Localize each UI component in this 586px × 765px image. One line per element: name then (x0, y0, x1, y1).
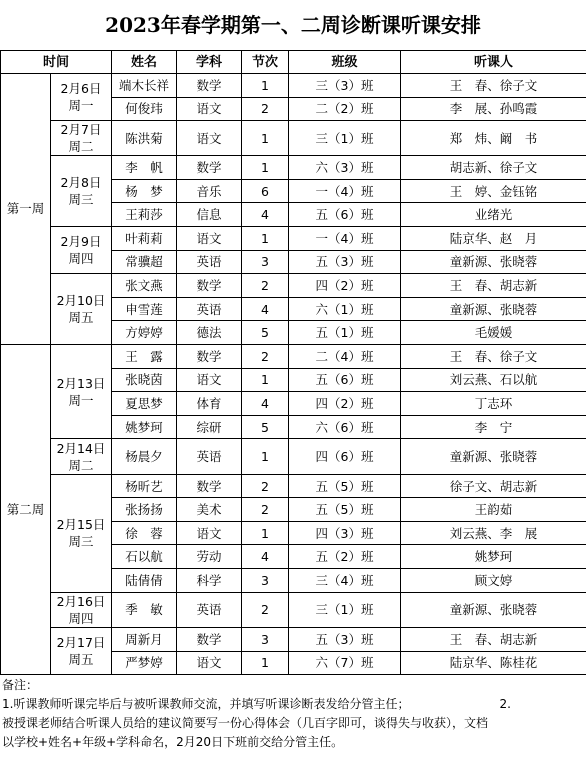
subject-cell: 英语 (177, 297, 242, 321)
class-cell: 五（6）班 (289, 203, 401, 227)
period-cell: 1 (242, 226, 289, 250)
listeners-cell: 郑 炜、阚 书 (401, 121, 586, 156)
listeners-cell: 陆京华、赵 月 (401, 226, 586, 250)
class-cell: 五（5）班 (289, 498, 401, 522)
listeners-cell: 刘云燕、石以航 (401, 368, 586, 392)
subject-cell: 英语 (177, 592, 242, 627)
period-cell: 2 (242, 274, 289, 298)
teacher-name-cell: 严梦婷 (112, 651, 177, 675)
date-label: 2月15日 (56, 517, 106, 533)
subject-cell: 数学 (177, 628, 242, 652)
subject-cell: 劳动 (177, 545, 242, 569)
class-cell: 五（6）班 (289, 368, 401, 392)
listeners-cell: 王 婷、金钰铭 (401, 179, 586, 203)
class-cell: 三（1）班 (289, 592, 401, 627)
period-cell: 3 (242, 628, 289, 652)
class-cell: 三（3）班 (289, 74, 401, 98)
subject-cell: 数学 (177, 344, 242, 368)
period-cell: 3 (242, 569, 289, 593)
teacher-name-cell: 周新月 (112, 628, 177, 652)
col-header-name: 姓名 (112, 51, 177, 74)
table-row (1, 344, 586, 368)
notes-line: 被授课老师结合听课人员给的建议简要写一份心得体会（几百字即可，谈得失与收获），文档 (2, 716, 489, 730)
class-cell: 四（3）班 (289, 521, 401, 545)
date-label: 2月9日 (60, 234, 102, 250)
period-cell: 1 (242, 74, 289, 98)
listeners-cell: 业绪光 (401, 203, 586, 227)
listeners-cell: 王 春、胡志新 (401, 628, 586, 652)
table-row (1, 592, 586, 627)
date-label: 2月8日 (60, 175, 102, 191)
listeners-cell: 王 春、徐子文 (401, 344, 586, 368)
page-title: 2023年春学期第一、二周诊断课听课安排 (105, 13, 481, 37)
teacher-name-cell: 杨晨夕 (112, 439, 177, 474)
weekday-label: 周二 (68, 457, 94, 473)
col-header-period: 节次 (242, 51, 289, 74)
col-header-class: 班级 (289, 51, 401, 74)
teacher-name-cell: 李 帆 (112, 156, 177, 180)
col-header-time: 时间 (1, 51, 112, 74)
subject-cell: 英语 (177, 250, 242, 274)
date-label: 2月17日 (56, 635, 106, 651)
weekday-label: 周五 (68, 310, 94, 326)
class-cell: 五（5）班 (289, 474, 401, 498)
class-cell: 六（3）班 (289, 156, 401, 180)
weekday-label: 周五 (68, 652, 94, 668)
date-cell (51, 474, 112, 592)
weekday-label: 周一 (68, 392, 94, 408)
period-cell: 2 (242, 474, 289, 498)
class-cell: 五（3）班 (289, 250, 401, 274)
subject-cell: 信息 (177, 203, 242, 227)
subject-cell: 数学 (177, 474, 242, 498)
period-cell: 5 (242, 321, 289, 345)
date-cell (51, 592, 112, 627)
weekday-label: 周四 (68, 251, 94, 267)
teacher-name-cell: 季 敏 (112, 592, 177, 627)
teacher-name-cell: 张文燕 (112, 274, 177, 298)
listeners-cell: 顾文婷 (401, 569, 586, 593)
teacher-name-cell: 杨昕艺 (112, 474, 177, 498)
period-cell: 4 (242, 545, 289, 569)
subject-cell: 语文 (177, 97, 242, 121)
subject-cell: 综研 (177, 415, 242, 439)
teacher-name-cell: 石以航 (112, 545, 177, 569)
date-cell (51, 226, 112, 273)
col-header-subject: 学科 (177, 51, 242, 74)
week-cell: 第一周 (1, 74, 51, 345)
listeners-cell: 童新源、张晓蓉 (401, 592, 586, 627)
class-cell: 二（4）班 (289, 344, 401, 368)
class-cell: 六（6）班 (289, 415, 401, 439)
date-label: 2月6日 (60, 81, 102, 97)
period-cell: 1 (242, 521, 289, 545)
table-row (1, 474, 586, 498)
teacher-name-cell: 陆倩倩 (112, 569, 177, 593)
class-cell: 二（2）班 (289, 97, 401, 121)
date-cell (51, 121, 112, 156)
listeners-cell: 童新源、张晓蓉 (401, 439, 586, 474)
date-cell (51, 628, 112, 675)
date-cell (51, 156, 112, 227)
period-cell: 4 (242, 297, 289, 321)
table-row (1, 156, 586, 180)
period-cell: 2 (242, 97, 289, 121)
teacher-name-cell: 姚梦珂 (112, 415, 177, 439)
schedule-table (0, 50, 586, 675)
date-label: 2月13日 (56, 375, 106, 391)
period-cell: 6 (242, 179, 289, 203)
subject-cell: 语文 (177, 121, 242, 156)
date-cell (51, 344, 112, 438)
class-cell: 一（4）班 (289, 226, 401, 250)
date-label: 2月7日 (60, 122, 102, 138)
teacher-name-cell: 叶莉莉 (112, 226, 177, 250)
subject-cell: 英语 (177, 439, 242, 474)
listeners-cell: 陆京华、陈桂花 (401, 651, 586, 675)
notes-label: 备注： (2, 678, 39, 692)
table-row (1, 74, 586, 98)
listeners-cell: 胡志新、徐子文 (401, 156, 586, 180)
teacher-name-cell: 王莉莎 (112, 203, 177, 227)
table-row (1, 121, 586, 156)
teacher-name-cell: 陈洪菊 (112, 121, 177, 156)
period-cell: 2 (242, 592, 289, 627)
teacher-name-cell: 徐 蓉 (112, 521, 177, 545)
teacher-name-cell: 王 露 (112, 344, 177, 368)
subject-cell: 语文 (177, 226, 242, 250)
teacher-name-cell: 常骥超 (112, 250, 177, 274)
col-header-listeners: 听课人 (401, 51, 586, 74)
listeners-cell: 丁志环 (401, 392, 586, 416)
class-cell: 三（4）班 (289, 569, 401, 593)
subject-cell: 语文 (177, 651, 242, 675)
teacher-name-cell: 申雪莲 (112, 297, 177, 321)
weekday-label: 周二 (68, 139, 94, 155)
teacher-name-cell: 方婷婷 (112, 321, 177, 345)
table-row (1, 226, 586, 250)
table-row (1, 274, 586, 298)
teacher-name-cell: 端木长祥 (112, 74, 177, 98)
subject-cell: 数学 (177, 156, 242, 180)
class-cell: 五（1）班 (289, 321, 401, 345)
class-cell: 四（6）班 (289, 439, 401, 474)
teacher-name-cell: 何俊玮 (112, 97, 177, 121)
class-cell: 四（2）班 (289, 274, 401, 298)
subject-cell: 数学 (177, 74, 242, 98)
class-cell: 一（4）班 (289, 179, 401, 203)
table-row (1, 439, 586, 474)
subject-cell: 德法 (177, 321, 242, 345)
listeners-cell: 王韵茹 (401, 498, 586, 522)
date-cell (51, 74, 112, 121)
listeners-cell: 刘云燕、李 展 (401, 521, 586, 545)
teacher-name-cell: 夏思梦 (112, 392, 177, 416)
subject-cell: 语文 (177, 521, 242, 545)
date-label: 2月10日 (56, 293, 106, 309)
notes (2, 676, 584, 752)
weekday-label: 周一 (68, 98, 94, 114)
period-cell: 1 (242, 156, 289, 180)
date-cell (51, 274, 112, 345)
listeners-cell: 姚梦珂 (401, 545, 586, 569)
notes-line: 1.听课教师听课完毕后与被听课教师交流，并填写听课诊断表发给分管主任； 2. (2, 697, 511, 711)
class-cell: 三（1）班 (289, 121, 401, 156)
listeners-cell: 李 展、孙鸣霞 (401, 97, 586, 121)
weekday-label: 周三 (68, 192, 94, 208)
listeners-cell: 李 宁 (401, 415, 586, 439)
period-cell: 1 (242, 651, 289, 675)
listeners-cell: 童新源、张晓蓉 (401, 297, 586, 321)
class-cell: 五（2）班 (289, 545, 401, 569)
subject-cell: 体育 (177, 392, 242, 416)
subject-cell: 美术 (177, 498, 242, 522)
week-cell: 第二周 (1, 344, 51, 674)
period-cell: 1 (242, 121, 289, 156)
date-cell (51, 439, 112, 474)
weekday-label: 周三 (68, 534, 94, 550)
class-cell: 六（7）班 (289, 651, 401, 675)
period-cell: 2 (242, 498, 289, 522)
period-cell: 3 (242, 250, 289, 274)
subject-cell: 数学 (177, 274, 242, 298)
period-cell: 2 (242, 344, 289, 368)
notes-line: 以学校+姓名+年级+学科命名，2月20日下班前交给分管主任。 (2, 735, 344, 749)
period-cell: 4 (242, 203, 289, 227)
teacher-name-cell: 张晓茵 (112, 368, 177, 392)
teacher-name-cell: 张扬扬 (112, 498, 177, 522)
subject-cell: 语文 (177, 368, 242, 392)
date-label: 2月16日 (56, 593, 106, 609)
class-cell: 六（1）班 (289, 297, 401, 321)
subject-cell: 音乐 (177, 179, 242, 203)
period-cell: 1 (242, 368, 289, 392)
listeners-cell: 王 春、胡志新 (401, 274, 586, 298)
header-row (1, 51, 586, 74)
listeners-cell: 徐子文、胡志新 (401, 474, 586, 498)
period-cell: 4 (242, 392, 289, 416)
table-row (1, 628, 586, 652)
weekday-label: 周四 (68, 610, 94, 626)
listeners-cell: 王 春、徐子文 (401, 74, 586, 98)
class-cell: 四（2）班 (289, 392, 401, 416)
date-label: 2月14日 (56, 440, 106, 456)
listeners-cell: 童新源、张晓蓉 (401, 250, 586, 274)
period-cell: 1 (242, 439, 289, 474)
listeners-cell: 毛媛媛 (401, 321, 586, 345)
subject-cell: 科学 (177, 569, 242, 593)
class-cell: 五（3）班 (289, 628, 401, 652)
period-cell: 5 (242, 415, 289, 439)
teacher-name-cell: 杨 梦 (112, 179, 177, 203)
